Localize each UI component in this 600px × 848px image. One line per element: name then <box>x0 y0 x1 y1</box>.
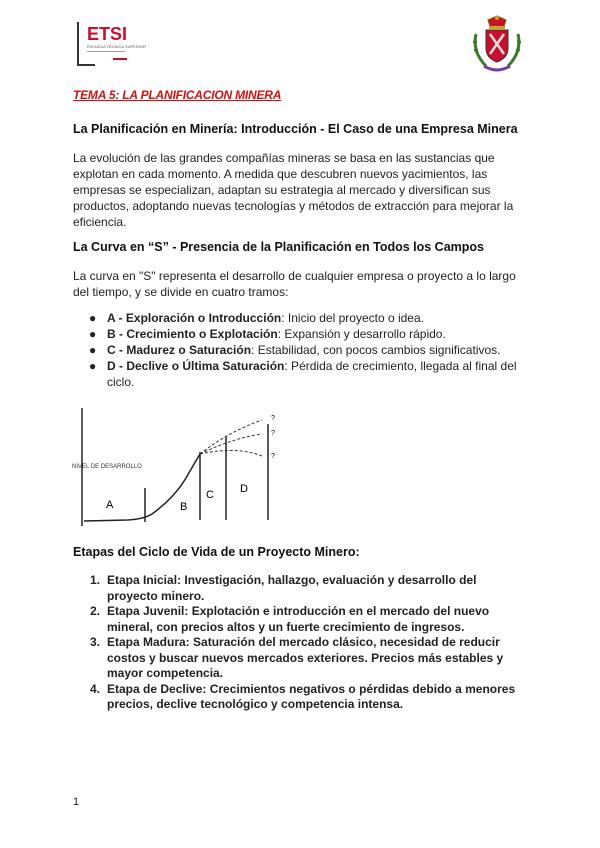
bullet-icon: ● <box>89 343 97 357</box>
etsi-logo-subtext: ESCUELA TÉCNICA SUPERIOR <box>87 44 146 49</box>
crest-icon <box>468 14 526 76</box>
item-number: 4. <box>90 681 101 696</box>
etsi-logo-text: ETSI <box>87 24 128 44</box>
section1-paragraph: La evolución de las grandes compañías mineras se basa en las sustancias que explotan en cada momento. A medida que descubren nuevos yacimientos, las empresas se especializan, adaptan su estrategia al mercado y diversifican sus productos, adoptando nuevas tecnologías y métodos de extracción para mejorar la eficiencia. <box>73 151 514 229</box>
outcome-marker: ? <box>271 415 275 422</box>
projection-flat <box>200 434 262 454</box>
stage-name: C - Madurez o Saturación <box>107 343 252 357</box>
stage-desc: : Expansión y desarrollo rápido. <box>277 327 446 341</box>
stage-desc: : Inicio del proyecto o idea. <box>281 311 424 325</box>
s-curve-chart <box>68 402 288 532</box>
section2-heading: La Curva en “S” - Presencia de la Planificación en Todos los Campos <box>73 240 484 254</box>
segment-label: D <box>240 483 248 495</box>
item-number: 3. <box>90 635 101 649</box>
list-item <box>73 573 523 604</box>
outcome-marker: ? <box>271 430 275 437</box>
item-text: Etapa Juvenil: Explotación e introducción en el mercado del nuevo mineral, con precios altos y un fuerte crecimiento de ingresos. <box>107 604 490 634</box>
projection-up <box>200 420 262 454</box>
section3-heading: Etapas del Ciclo de Vida de un Proyecto Minero: <box>73 545 360 559</box>
stage-desc: : Estabilidad, con pocos cambios significativos. <box>251 343 501 357</box>
stage-desc: : Pérdida de crecimiento, llegada al final del ciclo. <box>107 359 517 389</box>
list-item <box>73 604 523 635</box>
section2-paragraph: La curva en "S" representa el desarrollo de cualquier empresa o proyecto a lo largo del tiempo, y se divide en cuatro tramos: <box>73 269 516 299</box>
y-axis-label: NIVEL DE DESARROLLO <box>72 464 142 470</box>
item-text: Etapa Madura: Saturación del mercado clásico, necesidad de reducir costos y buscar nuevos mercados exteriores. Precios más estables y mayor competencia. <box>107 635 504 680</box>
stage-name: D - Declive o Última Saturación <box>107 359 285 373</box>
list-item <box>73 635 523 682</box>
item-text: Etapa Inicial: Investigación, hallazgo, evaluación y desarrollo del proyecto minero. <box>107 573 477 603</box>
list-item <box>73 326 533 342</box>
projection-down <box>200 450 262 456</box>
bullet-icon: ● <box>89 311 97 325</box>
s-curve-stages-list <box>73 310 533 390</box>
stage-name: B - Crecimiento o Explotación <box>107 327 278 341</box>
topic-title: TEMA 5: LA PLANIFICACION MINERA <box>73 88 282 102</box>
bullet-icon: ● <box>89 359 97 373</box>
etsi-logo <box>73 20 153 72</box>
segment-label: A <box>106 499 114 511</box>
item-number: 1. <box>90 573 101 587</box>
outcome-marker: ? <box>271 453 275 460</box>
project-stages-list <box>73 573 523 713</box>
bullet-icon: ● <box>89 327 97 341</box>
list-item <box>73 682 523 713</box>
segment-label: C <box>206 489 214 501</box>
stage-name: A - Exploración o Introducción <box>107 311 282 325</box>
section1-heading: La Planificación en Minería: Introducción - El Caso de una Empresa Minera <box>73 122 518 136</box>
list-item <box>73 358 533 390</box>
list-item <box>73 342 533 358</box>
segment-label: B <box>180 501 188 513</box>
page-number: 1 <box>73 796 80 808</box>
item-text: Etapa de Declive: Crecimientos negativos o pérdidas debido a menores precios, declive tecnológico y competencia intensa. <box>107 681 516 711</box>
list-item <box>73 310 533 326</box>
item-number: 2. <box>90 604 101 618</box>
